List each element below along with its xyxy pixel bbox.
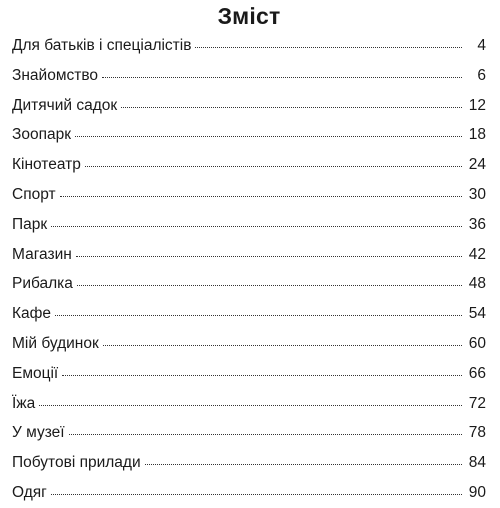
toc-entry-page: 12	[468, 96, 486, 114]
toc-entry-page: 4	[477, 37, 486, 54]
toc-entry[interactable]	[12, 269, 486, 299]
toc-entry-page: 60	[468, 334, 486, 352]
toc-entry-label: Парк	[12, 215, 48, 233]
dot-leader	[145, 464, 462, 465]
toc-entry-label: Для батьків і спеціалістів	[12, 37, 192, 54]
toc-entry-label: Їжа	[12, 394, 36, 412]
dot-leader	[51, 494, 462, 495]
toc-entry-page: 84	[468, 454, 486, 472]
toc-entry[interactable]	[12, 180, 486, 210]
dot-leader	[76, 256, 462, 257]
toc-entry[interactable]	[12, 418, 486, 448]
toc-entry[interactable]	[12, 31, 486, 61]
toc-entry-page: 90	[468, 483, 486, 501]
toc-entry[interactable]	[12, 240, 486, 270]
dot-leader	[39, 405, 462, 406]
toc-entry[interactable]	[12, 359, 486, 389]
toc-entry-label: Побутові прилади	[12, 454, 141, 472]
toc-entry-label: Рибалка	[12, 275, 73, 293]
dot-leader	[103, 345, 462, 346]
toc-entry[interactable]	[12, 299, 486, 329]
toc-entry-page: 78	[468, 424, 486, 442]
toc-entry-page: 72	[468, 394, 486, 412]
toc-entry-page: 36	[468, 215, 486, 233]
dot-leader	[85, 166, 462, 167]
toc-entry-page: 6	[477, 66, 486, 84]
dot-leader	[121, 107, 462, 108]
toc-entry-label: Емоції	[12, 364, 59, 382]
toc-entry-page: 24	[468, 156, 486, 174]
toc-entry[interactable]	[12, 210, 486, 240]
page-title: Зміст	[217, 3, 281, 29]
toc-entry[interactable]	[12, 91, 486, 121]
toc-entry-page: 30	[468, 185, 486, 203]
dot-leader	[62, 375, 462, 376]
toc-entry-page: 48	[468, 275, 486, 293]
dot-leader	[55, 315, 462, 316]
toc-entry[interactable]	[12, 478, 486, 508]
toc-entry-label: Кінотеатр	[12, 156, 81, 174]
dot-leader	[60, 196, 462, 197]
toc-entry[interactable]	[12, 61, 486, 91]
toc-entry-label: Зоопарк	[12, 126, 72, 144]
dot-leader	[77, 285, 462, 286]
dot-leader	[102, 77, 462, 78]
toc-entry-label: Одяг	[12, 483, 47, 501]
toc-entry-label: Мій будинок	[12, 334, 99, 352]
toc-entry-label: У музеї	[12, 424, 65, 442]
toc-entry-page: 18	[468, 126, 486, 144]
toc-list	[12, 31, 486, 508]
dot-leader	[75, 136, 462, 137]
toc-entry[interactable]	[12, 120, 486, 150]
dot-leader	[51, 226, 462, 227]
toc-entry-label: Знайомство	[12, 66, 99, 84]
toc-entry-label: Магазин	[12, 245, 72, 263]
toc-entry[interactable]	[12, 150, 486, 180]
dot-leader	[69, 434, 462, 435]
toc-entry[interactable]	[12, 389, 486, 419]
toc-entry-page: 66	[468, 364, 486, 382]
toc-entry-label: Дитячий садок	[12, 96, 118, 114]
toc-entry[interactable]	[12, 448, 486, 478]
dot-leader	[195, 47, 462, 48]
toc-entry-page: 42	[468, 245, 486, 263]
toc-entry-page: 54	[468, 305, 486, 323]
toc-entry-label: Спорт	[12, 185, 56, 203]
toc-entry[interactable]	[12, 329, 486, 359]
toc-entry-label: Кафе	[12, 305, 52, 323]
